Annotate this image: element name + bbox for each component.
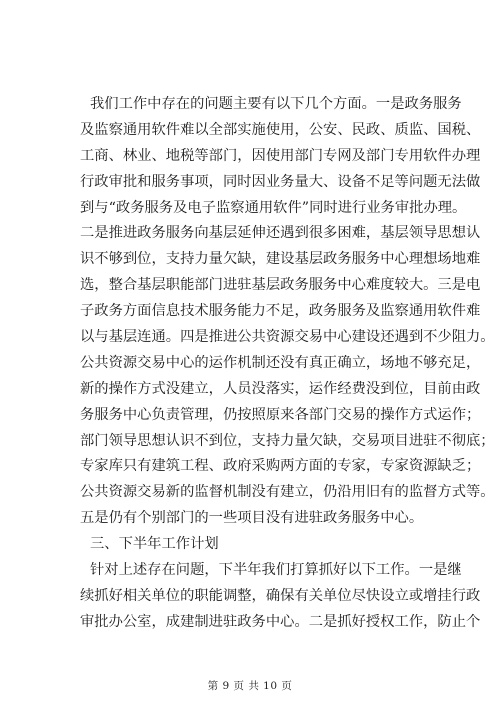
section-heading: 三、下半年工作计划 xyxy=(90,536,219,553)
body-text xyxy=(80,92,495,636)
text-line: 我们工作中存在的问题主要有以下几个方面。一是政务服务 xyxy=(90,96,462,112)
text-line: 五是仍有个别部门的一些项目没有进驻政务服务中心。 xyxy=(80,510,424,527)
text-line: 子政务方面信息技术服务能力不足，政务服务及监察通用软件难 xyxy=(80,303,481,320)
text-line: 针对上述存在问题，下半年我们打算抓好以下工作。一是继 xyxy=(90,562,462,579)
text-line: 续抓好相关单位的职能调整，确保有关单位尽快设立或增挂行政 xyxy=(80,587,481,604)
text-line: 工商、林业、地税等部门，因使用部门专网及部门专用软件办理 xyxy=(80,147,481,164)
text-line: 及监察通用软件难以全部实施使用，公安、民政、质监、国税、 xyxy=(80,121,481,138)
text-line: 以与基层连通。四是推进公共资源交易中心建设还遇到不少阻力。 xyxy=(80,329,495,346)
text-line: 选，整合基层职能部门进驻基层政务服务中心难度较大。三是电 xyxy=(80,277,481,294)
page-footer: 第 9 页 共 10 页 xyxy=(207,680,293,692)
text-line: 审批办公室，成建制进驻政务中心。二是抓好授权工作，防止个 xyxy=(80,613,481,630)
text-line: 行政审批和服务事项，同时因业务量大、设备不足等问题无法做 xyxy=(80,173,481,190)
text-line: 部门领导思想认识不到位，支持力量欠缺，交易项目进驻不彻底； xyxy=(80,432,495,449)
text-line: 到与“政务服务及电子监察通用软件”同时进行业务审批办理。 xyxy=(80,199,467,216)
text-line: 公共资源交易中心的运作机制还没有真正确立，场地不够充足， xyxy=(80,354,481,371)
text-line: 新的操作方式没建立，人员没落实，运作经费没到位，目前由政 xyxy=(80,380,481,397)
text-line: 识不够到位，支持力量欠缺，建设基层政务服务中心理想场地难 xyxy=(80,251,481,268)
text-line: 务服务中心负责管理，仍按照原来各部门交易的操作方式运作； xyxy=(80,406,481,423)
text-line: 二是推进政务服务向基层延伸还遇到很多困难，基层领导思想认 xyxy=(80,225,481,242)
text-line: 专家库只有建筑工程、政府采购两方面的专家，专家资源缺乏； xyxy=(80,458,481,475)
text-line: 公共资源交易新的监督机制没有建立，仍沿用旧有的监督方式等。 xyxy=(80,484,495,501)
